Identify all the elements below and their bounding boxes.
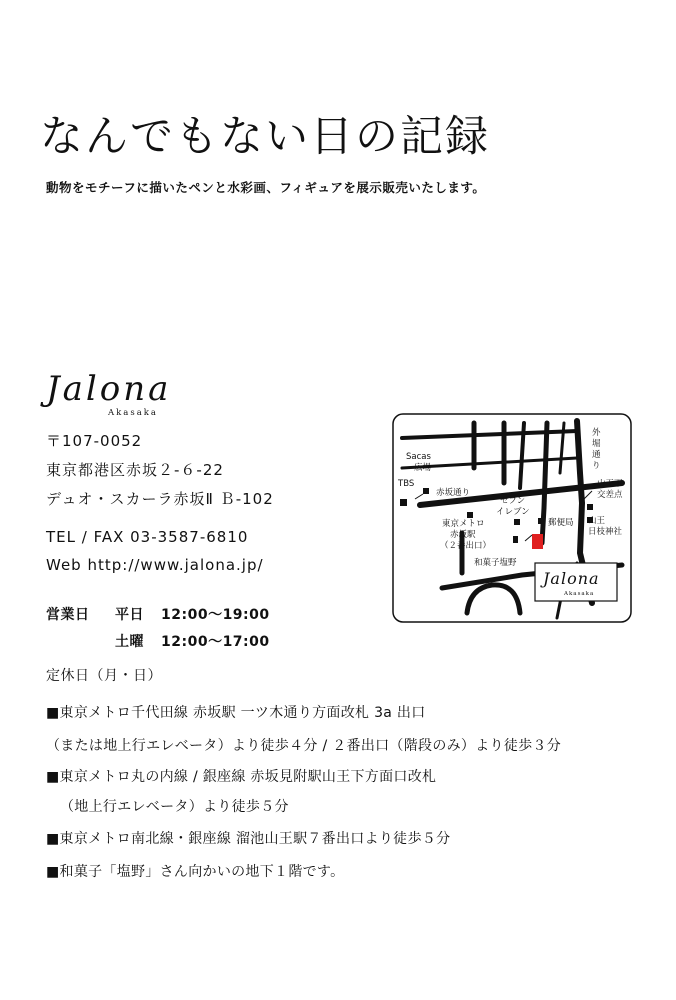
seven-marker [514, 519, 520, 525]
map-label: TBS [398, 479, 415, 489]
access-line: ■和菓子「塩野」さん向かいの地下１階です。 [46, 864, 345, 880]
hours-label: 営業日 [46, 607, 90, 623]
map-label: 堀 [592, 439, 601, 449]
map-label: セブン [500, 496, 526, 506]
map-label: り [592, 461, 601, 471]
sannoshita-marker [587, 504, 593, 510]
post-office-marker [538, 518, 544, 524]
map-label: 東京メトロ [442, 519, 485, 529]
jalona-logo [46, 369, 172, 418]
weekday-time: 12:00〜19:00 [161, 607, 270, 623]
access-line: ■東京メトロ南北線・銀座線 溜池山王駅７番出口より徒歩５分 [46, 831, 451, 847]
map-label: 山王下 [597, 479, 623, 489]
tel-fax: TEL / FAX 03-3587-6810 [46, 528, 249, 546]
tbs-marker [400, 499, 407, 506]
page-title: なんでもない日の記録 [40, 112, 490, 162]
closed-days: 定休日（月・日） [46, 668, 162, 684]
map-label: 山王 [588, 516, 606, 526]
logo-sub: Akasaka [108, 408, 159, 418]
sacas-marker [423, 488, 429, 494]
map-label: 交差点 [597, 490, 623, 500]
shop-marker [532, 534, 543, 549]
page-subtitle: 動物をモチーフに描いたペンと水彩画、フィギュアを展示販売いたします。 [46, 180, 486, 195]
shiono-marker [513, 536, 518, 543]
map-label: 日枝神社 [588, 527, 623, 537]
map-label: 広場 [414, 463, 432, 473]
map-label: 赤坂駅 [450, 530, 476, 540]
map-logo-box [535, 563, 617, 601]
map-logo-name: Jalona [543, 569, 600, 588]
saturday-label: 土曜 [115, 634, 144, 650]
saturday-time: 12:00〜17:00 [161, 634, 270, 650]
map-label: 郵便局 [548, 518, 574, 528]
weekday-label: 平日 [115, 607, 144, 623]
access-line: （地上行エレベータ）より徒歩５分 [60, 799, 289, 815]
access-line: ■東京メトロ千代田線 赤坂駅 一ツ木通り方面改札 3a 出口 [46, 705, 426, 721]
map-label: 和菓子塩野 [474, 558, 517, 568]
access-line: （または地上行エレベータ）より徒歩４分 / ２番出口（階段のみ）より徒歩３分 [46, 738, 562, 754]
web-url[interactable]: Web http://www.jalona.jp/ [46, 556, 264, 574]
map-label: イレブン [496, 507, 530, 517]
map-logo-sub: Akasaka [564, 591, 595, 597]
map-label: 外 [592, 428, 601, 438]
access-line: ■東京メトロ丸の内線 / 銀座線 赤坂見附駅山王下方面口改札 [46, 769, 437, 785]
postal-code: 〒107-0052 [46, 432, 143, 450]
address-line-2: デュオ・スカーラ赤坂Ⅱ Ｂ-102 [46, 490, 274, 508]
address-line-1: 東京都港区赤坂２-６-22 [46, 461, 224, 479]
map-label: 通 [592, 450, 601, 460]
map-label: Sacas [406, 452, 431, 462]
metro-marker [467, 512, 473, 518]
logo-name: Jalona [46, 369, 172, 409]
access-map [392, 413, 632, 623]
map-label: （２番出口） [440, 541, 492, 551]
map-label: 赤坂通り [436, 488, 471, 498]
